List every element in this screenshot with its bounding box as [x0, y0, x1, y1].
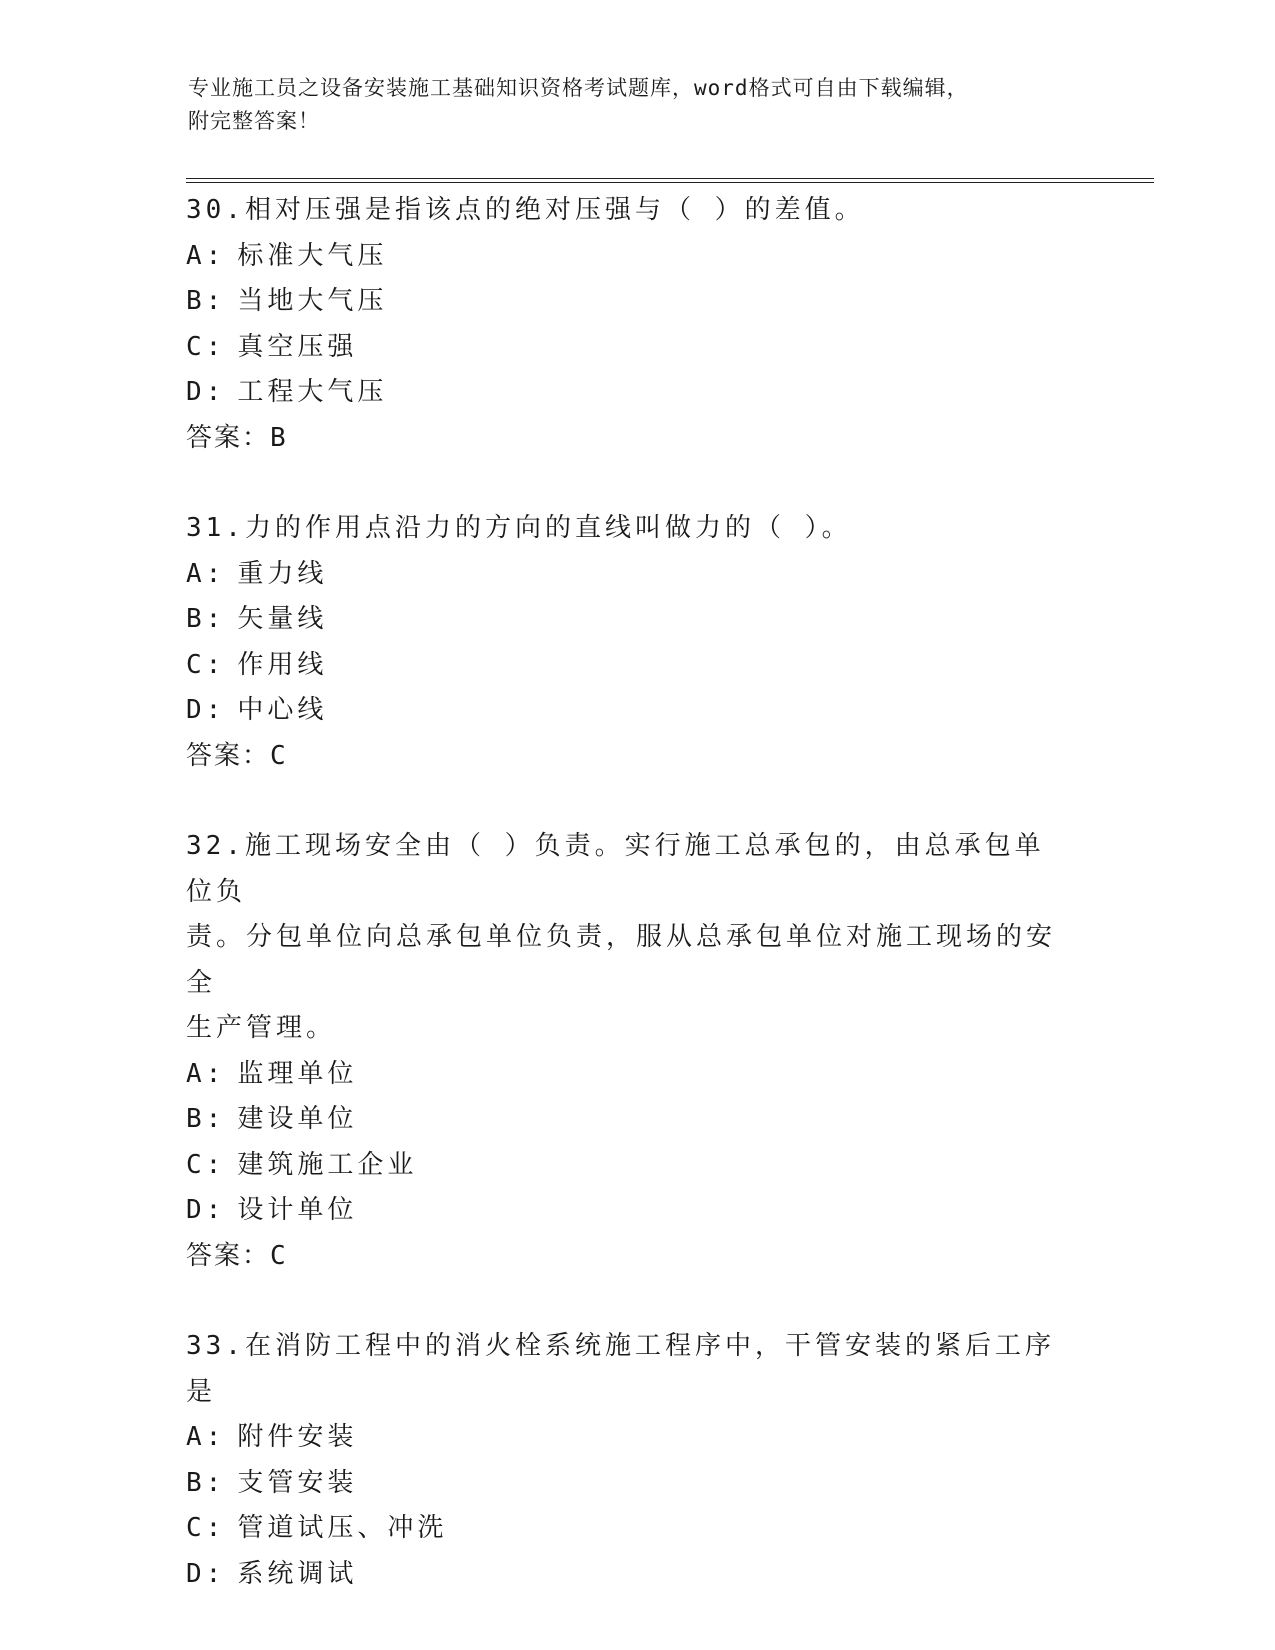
- option-c: [186, 325, 1066, 371]
- question-stem: [186, 824, 1066, 1052]
- option-text: 真空压强: [237, 331, 358, 362]
- question-number: 30.: [186, 195, 245, 225]
- answer: 答案：B: [186, 422, 288, 453]
- option-key: D:: [186, 1195, 226, 1225]
- option-text: 中心线: [237, 695, 328, 725]
- document-header: [188, 72, 1068, 138]
- option-key: C:: [186, 649, 226, 680]
- option-text: 重力线: [237, 558, 328, 589]
- option-key: D:: [186, 377, 226, 407]
- option-c: [186, 643, 1066, 689]
- option-b: [186, 1461, 1066, 1507]
- option-text: 作用线: [237, 649, 328, 680]
- option-key: A:: [186, 1422, 226, 1452]
- option-key: C:: [186, 1513, 226, 1543]
- option-key: B:: [186, 1104, 226, 1134]
- header-divider-bottom: [186, 182, 1154, 183]
- option-text: 设计单位: [237, 1195, 358, 1225]
- option-key: C:: [186, 1149, 226, 1180]
- option-b: [186, 279, 1066, 325]
- header-line: 附完整答案！: [188, 109, 320, 133]
- option-a: [186, 234, 1066, 280]
- question-stem: [186, 506, 1066, 552]
- option-a: [186, 1415, 1066, 1461]
- option-text: 当地大气压: [237, 286, 388, 316]
- option-text: 支管安装: [237, 1467, 358, 1498]
- option-d: [186, 370, 1066, 416]
- question-stem: [186, 1324, 1066, 1415]
- option-a: [186, 552, 1066, 598]
- answer: 答案：C: [186, 740, 288, 771]
- question-number: 31.: [186, 513, 245, 543]
- option-key: C:: [186, 331, 226, 362]
- option-key: D:: [186, 695, 226, 725]
- option-a: [186, 1052, 1066, 1098]
- option-d: [186, 1188, 1066, 1234]
- option-c: [186, 1506, 1066, 1552]
- question-text: 施工现场安全由（ ）负责。实行施工总承包的，由总承包单位负: [186, 831, 1045, 907]
- option-text: 建设单位: [237, 1104, 358, 1134]
- question-text: 力的作用点沿力的方向的直线叫做力的（ ）。: [244, 513, 852, 543]
- option-b: [186, 597, 1066, 643]
- option-key: A:: [186, 558, 226, 589]
- question-list: [186, 188, 1066, 1642]
- question-text: 相对压强是指该点的绝对压强与（ ）的差值。: [244, 195, 865, 225]
- question-text: 责。分包单位向总承包单位负责，服从总承包单位对施工现场的安全: [186, 922, 1057, 998]
- option-key: A:: [186, 1058, 226, 1089]
- question-32: [186, 824, 1066, 1279]
- option-text: 管道试压、冲洗: [237, 1513, 448, 1543]
- option-key: D:: [186, 1558, 226, 1589]
- question-33: [186, 1324, 1066, 1597]
- option-d: [186, 1552, 1066, 1598]
- option-text: 矢量线: [237, 604, 328, 634]
- option-text: 附件安装: [237, 1422, 358, 1452]
- option-text: 工程大气压: [237, 377, 388, 407]
- option-c: [186, 1143, 1066, 1189]
- option-key: B:: [186, 1467, 226, 1498]
- question-number: 32.: [186, 831, 245, 861]
- question-stem: [186, 188, 1066, 234]
- question-30: [186, 188, 1066, 461]
- option-b: [186, 1097, 1066, 1143]
- question-31: [186, 506, 1066, 779]
- answer: 答案：C: [186, 1240, 288, 1271]
- option-text: 标准大气压: [237, 240, 388, 271]
- question-text: 生产管理。: [186, 1013, 337, 1043]
- option-key: B:: [186, 604, 226, 634]
- option-text: 监理单位: [237, 1058, 358, 1089]
- option-text: 建筑施工企业: [237, 1149, 418, 1180]
- header-divider-top: [186, 178, 1154, 179]
- question-number: 33.: [186, 1331, 245, 1361]
- header-line: 专业施工员之设备安装施工基础知识资格考试题库，word格式可自由下载编辑，: [188, 76, 969, 100]
- option-key: B:: [186, 286, 226, 316]
- option-text: 系统调试: [237, 1558, 358, 1589]
- question-text: 在消防工程中的消火栓系统施工程序中，干管安装的紧后工序是: [186, 1331, 1055, 1407]
- option-key: A:: [186, 240, 226, 271]
- option-d: [186, 688, 1066, 734]
